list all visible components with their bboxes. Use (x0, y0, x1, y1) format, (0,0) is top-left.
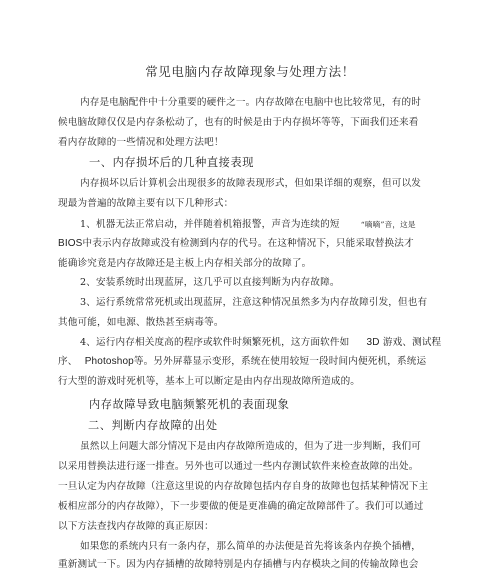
item4-line-3: 行大型的游戏时死机等，基本上可以断定是由内存出现故障所造成的。 (58, 376, 361, 387)
section2-line-4: 板相应部分的内存故障），下一步要做的便是更准确的确定故障部件了。我们可以通过 (58, 501, 424, 512)
section2-line-6: 如果您的系统内只有一条内存，那么简单的办法便是首先将该条内存换个插槽， (80, 541, 422, 552)
intro-line-1: 内存是电脑配件中十分重要的硬件之一。内存故障在电脑中也比较常见，有的时 (80, 97, 422, 108)
document-title: 常见电脑内存故障现象与处理方法！ (145, 64, 355, 79)
intro-line-2: 候电脑故障仅仅是内存条松动了，也有的时候是由于内存损坏等等，下面我们还来看 (58, 117, 419, 128)
item4-line-2 (58, 355, 426, 369)
item4-text-a2: 游戏、测试程 (382, 337, 442, 348)
section2-line-7: 重新测试一下。因为内存插槽的故障特别是内存插槽与内存模块之间的传输故障也会 (58, 559, 419, 570)
section-heading-1: 一、内存损坏后的几种直接表现 (89, 156, 255, 169)
item1-text-a: 1、机器无法正常启动，并伴随着机箱报警，声音为连续的短 (80, 219, 340, 230)
section1-intro-line-2: 现最为普遍的故障主要有以下几种形式： (58, 198, 234, 209)
bios-term: BIOS (58, 238, 83, 249)
section2-line-1: 虽然以上问题大部分情况下是由内存故障所造成的，但为了进一步判断，我们可 (80, 441, 422, 452)
term-3d: 3D (366, 337, 380, 348)
item4-text-a: 4、运行内存相关度高的程序或软件时频繁死机，这方面软件如 (80, 337, 350, 348)
section2-line-3: 一旦认定为内存故障（注意这里说的内存故障包括内存自身的故障也包括某种情况下主 (58, 481, 429, 492)
term-photoshop: Photoshop (84, 356, 134, 367)
section-heading-2: 二、判断内存故障的出处 (88, 419, 218, 432)
section2-line-5: 以下方法查找内存故障的真正原因： (58, 521, 214, 532)
item3-line-1: 3、运行系统常常死机或出现蓝屏，注意这种情况虽然多为内存故障引发，但也有 (80, 297, 428, 308)
item1-line-3: 能确诊究竟是内存故障还是主板上内存相关部分的故障了。 (58, 258, 312, 269)
section2-line-2: 以采用替换法进行逐一排查。另外也可以通过一些内存测试软件来检查故障的出处。 (58, 461, 419, 472)
intro-line-3: 看内存故障的一些情况和处理方法吧！ (58, 137, 224, 148)
item4-line-1 (80, 336, 441, 350)
item4-text-b2: 等。另外屏幕显示变形，系统在使用较短一段时间内便死机，系统运 (133, 356, 427, 367)
item2-line: 2、安装系统时出现蓝屏，这几乎可以直接判断为内存故障。 (80, 277, 340, 288)
mid-caption: 内存故障导致电脑频繁死机的表面现象 (89, 398, 290, 411)
item3-line-2: 其他可能，如电源、散热甚至病毒等。 (58, 317, 224, 328)
item1-line-1 (80, 218, 416, 232)
item1-text-b: 中表示内存故障或没有检测到内存的代号。在这种情况下，只能采取替换法才 (82, 238, 414, 249)
item4-text-b1: 序、 (58, 356, 78, 367)
item1-line-2 (58, 237, 414, 251)
beep-note: “嘀嘀”音，这是 (360, 220, 416, 229)
section1-intro-line-1: 内存损坏以后计算机会出现很多的故障表现形式，但如果详细的观察，但可以发 (80, 178, 422, 189)
